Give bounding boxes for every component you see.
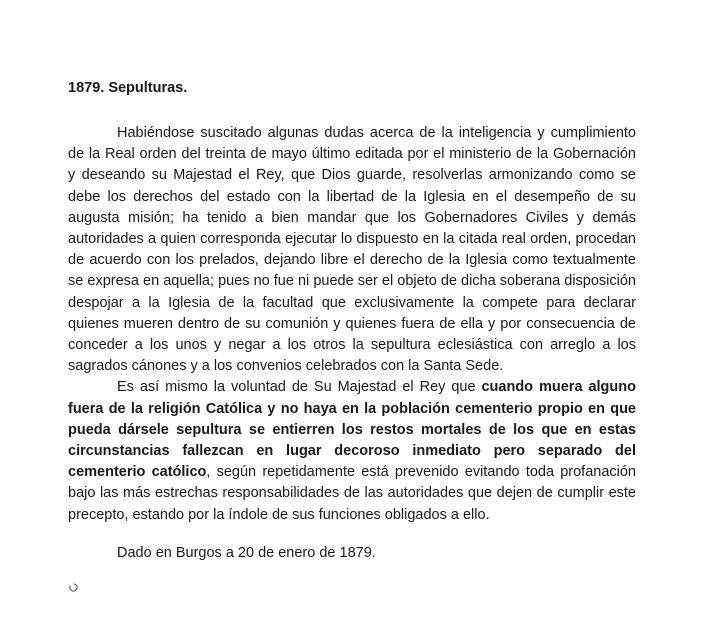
closing-line: Dado en Burgos a 20 de enero de 1879. bbox=[117, 545, 376, 561]
loading-cursor-icon bbox=[69, 583, 78, 592]
paragraph-2 bbox=[68, 377, 636, 525]
paragraph-2-bold: cuando muera alguno fuera de la religión Católica y no haya en la población cementerio propio en que pueda dársele sepultura se entierren los restos mortales de los que en estas circunstancias fallezcan en lugar decoroso inmediato pero separado del cementerio católico bbox=[68, 379, 636, 481]
paragraph-2-intro: Es así mismo la voluntad de Su Majestad el Rey que bbox=[117, 379, 482, 396]
document-body bbox=[68, 123, 636, 526]
paragraph-2-rest: , según repetidamente está prevenido evitando toda profanación bajo las más estrechas responsabilidades de las autoridades que dejen de cumplir este precepto, estando por la índole de sus funciones obligados a ello. bbox=[68, 464, 636, 523]
document-title: 1879. Sepulturas. bbox=[68, 80, 188, 96]
paragraph-1: Habiéndose suscitado algunas dudas acerca de la inteligencia y cumplimiento de la Real orden del treinta de mayo último editada por el ministerio de la Gobernación y deseando su Majestad el Rey, que Dios guarde, resolverlas armonizando como se debe los derechos del estado con la libertad de la Iglesia en el desempeño de su augusta misión; ha tenido a bien mandar que los Gobernadores Civiles y demás autoridades a quien corresponda ejecutar lo dispuesto en la citada real orden, procedan de acuerdo con los prelados, dejando libre el derecho de la Iglesia como textualmente se expresa en aquella; pues no fue ni puede ser el objeto de dicha soberana disposición despojar a la Iglesia de la facultad que exclusivamente la compete para declarar quienes mueren dentro de su comunión y quienes fuera de ella y por consecuencia de conceder a los unos y negar a los otros la sepultura eclesiástica con arreglo a los sagrados cánones y a los convenios celebrados con la Santa Sede. bbox=[68, 125, 636, 375]
